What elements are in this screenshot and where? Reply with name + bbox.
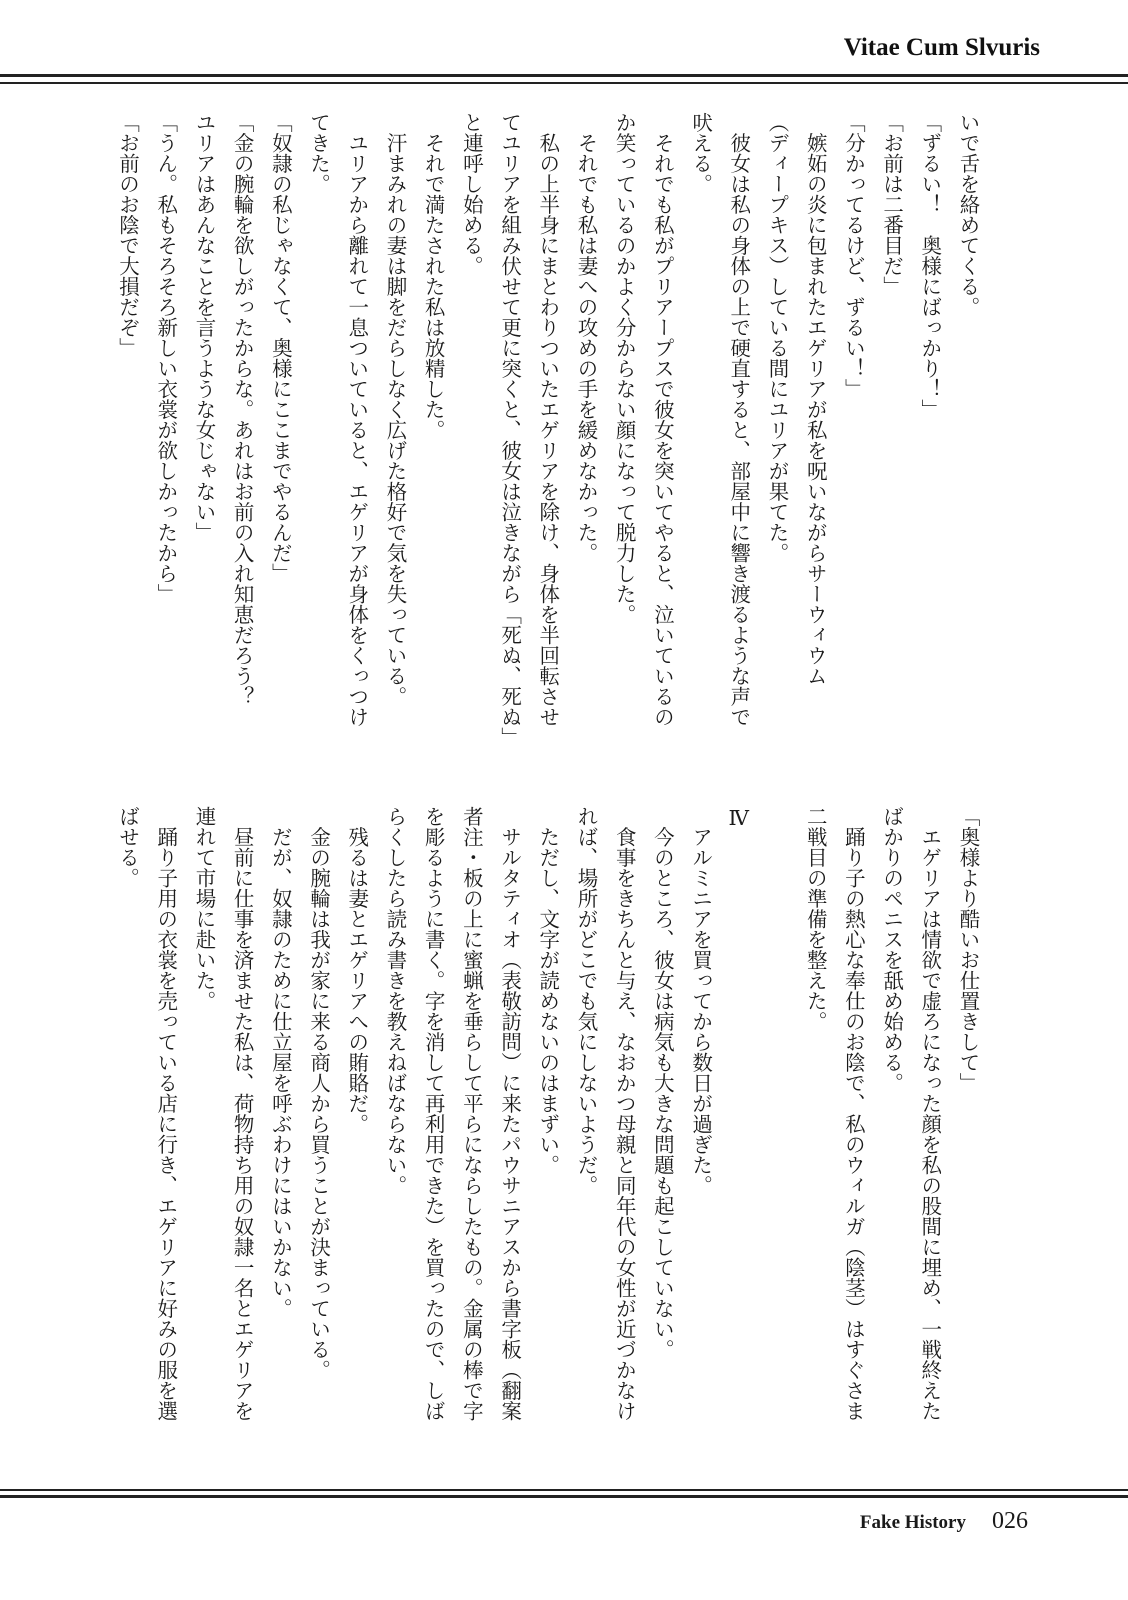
text-column: てきた。 xyxy=(306,112,331,194)
text-column: （ディープキス）している間にユリアが果てた。 xyxy=(764,112,789,563)
header-rule-thick xyxy=(0,74,1128,77)
page-number: 026 xyxy=(992,1508,1028,1534)
text-column: 「ずるい！ 奥様にばっかり！」 xyxy=(917,112,942,420)
text-column: ただし、文字が読めないのはまずい。 xyxy=(535,806,560,1175)
footer-rule-thin xyxy=(0,1489,1128,1491)
text-column: ユリアはあんなことを言うような女じゃない」 xyxy=(191,112,216,543)
text-column: 「お前のお陰で大損だぞ」 xyxy=(115,112,140,358)
text-column: 踊り子用の衣裳を売っている店に行き、エゲリアに好みの服を選 xyxy=(153,806,178,1421)
text-column: 「奥様より酷いお仕置きして」 xyxy=(956,806,980,1093)
text-column: それでも私は妻への攻めの手を緩めなかった。 xyxy=(573,112,598,563)
text-column: 嫉妬の炎に包まれたエゲリアが私を呪いながらサーウィウム xyxy=(803,112,828,686)
text-column: 食事をきちんと与え、なおかつ母親と同年代の女性が近づかなけ xyxy=(612,806,637,1421)
text-column: 金の腕輪は我が家に来る商人から買うことが決まっている。 xyxy=(306,806,331,1380)
text-column: らくしたら読み書きを教えねばならない。 xyxy=(382,806,407,1196)
text-column: 今のところ、彼女は病気も大きな問題も起こしていない。 xyxy=(650,806,675,1360)
text-column: それでも私がプリアープスで彼女を突いてやると、泣いているの xyxy=(650,112,675,727)
text-column: 彼女は私の身体の上で硬直すると、部屋中に響き渡るような声で xyxy=(726,112,751,727)
text-column: 「うん。私もそろそろ新しい衣裳が欲しかったから」 xyxy=(153,112,178,604)
text-column: アルミニアを買ってから数日が過ぎた。 xyxy=(688,806,713,1196)
text-column: ばかりのペニスを舐め始める。 xyxy=(879,806,904,1093)
text-column: と連呼し始める。 xyxy=(459,112,484,276)
text-column: 二戦目の準備を整えた。 xyxy=(803,806,828,1032)
text-column: 残るは妻とエゲリアへの賄賂だ。 xyxy=(344,806,369,1134)
text-column: 連れて市場に赴いた。 xyxy=(191,806,216,1011)
text-column: ばせる。 xyxy=(115,806,140,888)
text-column: 汗まみれの妻は脚をだらしなく広げた格好で気を失っている。 xyxy=(382,112,407,707)
text-column: れば、場所がどこでも気にしないようだ。 xyxy=(573,806,598,1196)
chapter-heading: Ⅳ xyxy=(726,806,751,830)
footer-rule-thick xyxy=(0,1495,1128,1498)
text-column: 「分かってるけど、ずるい！」 xyxy=(841,112,866,399)
text-column: 者注・板の上に蜜蝋を垂らして平らにならしたもの。金属の棒で字 xyxy=(459,806,484,1421)
text-column: それで満たされた私は放精した。 xyxy=(421,112,446,440)
text-column: 「金の腕輪を欲しがったからな。あれはお前の入れ知恵だろう？ xyxy=(230,112,255,707)
text-column: サルタティオ（表敬訪問）に来たパウサニアスから書字板（翻案 xyxy=(497,806,522,1421)
text-column: を彫るように書く。字を消して再利用できた）を買ったので、しば xyxy=(421,806,446,1421)
text-column: ユリアから離れて一息ついていると、エゲリアが身体をくっつけ xyxy=(344,112,369,727)
text-column: だが、奴隷のために仕立屋を呼ぶわけにはいかない。 xyxy=(268,806,293,1319)
text-column: 踊り子の熱心な奉仕のお陰で、私のウィルガ（陰茎）はすぐさま xyxy=(841,806,866,1421)
text-column: てユリアを組み伏せて更に突くと、彼女は泣きながら「死ぬ、死ぬ」 xyxy=(497,112,522,748)
text-column: か笑っているのかよく分からない顔になって脱力した。 xyxy=(612,112,637,625)
footer-book-title: Fake History xyxy=(859,1512,966,1533)
footer xyxy=(860,1508,1028,1535)
text-column xyxy=(758,806,796,1466)
body-text-upper xyxy=(108,112,987,772)
body-text-lower xyxy=(108,806,987,1466)
text-column: 昼前に仕事を済ませた私は、荷物持ち用の奴隷一名とエゲリアを xyxy=(230,806,255,1421)
text-column: 「奴隷の私じゃなくて、奥様にここまでやるんだ」 xyxy=(268,112,293,584)
text-column: 私の上半身にまとわりついたエゲリアを除け、身体を半回転させ xyxy=(535,112,560,727)
text-column: 吠える。 xyxy=(688,112,713,194)
text-column: いで舌を絡めてくる。 xyxy=(956,112,980,317)
header-rule-thin xyxy=(0,82,1128,84)
text-column: 「お前は二番目だ」 xyxy=(879,112,904,297)
text-column: エゲリアは情欲で虚ろになった顔を私の股間に埋め、一戦終えた xyxy=(917,806,942,1421)
running-header-title: Vitae Cum Slvuris xyxy=(843,34,1040,61)
